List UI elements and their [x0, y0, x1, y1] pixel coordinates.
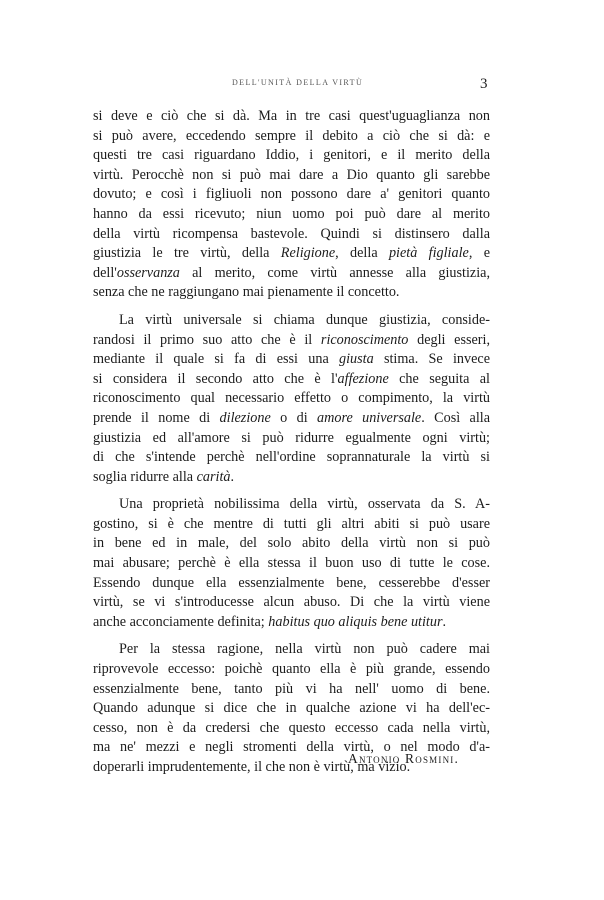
- text-line: [93, 166, 490, 186]
- text-line: [93, 429, 490, 449]
- text-run: mai abusare; perchè è ella stessa il buon uso di tutte le cose.: [93, 555, 490, 572]
- text-line: [93, 468, 490, 488]
- text-line: [93, 448, 490, 468]
- text-run: dell': [93, 264, 117, 281]
- text-line: [93, 107, 490, 127]
- text-run: Essendo dunque ella essenzialmente bene, cesserebbe d'esser: [93, 574, 490, 591]
- text-run: senza che ne raggiungano mai pienamente il concetto.: [93, 284, 400, 301]
- text-run: si può avere, eccedendo sempre il debito a ciò che si dà: e: [93, 127, 490, 144]
- text-line: [93, 593, 490, 613]
- text-run: .: [442, 613, 447, 630]
- text-run: questi tre casi riguardano Iddio, i genitori, e il merito della: [93, 147, 490, 164]
- paragraph: [93, 495, 490, 632]
- italic-phrase: Religione: [280, 245, 336, 262]
- text-line: [93, 283, 490, 303]
- author-signature: Antonio Rosmini.: [348, 751, 460, 766]
- text-run: degli esseri,: [408, 331, 490, 348]
- text-line: [93, 185, 490, 205]
- text-run: al merito, come virtù annesse alla giustizia,: [179, 264, 490, 281]
- text-line: [93, 515, 490, 535]
- text-line: [93, 146, 490, 166]
- text-line: [93, 534, 490, 554]
- text-run: virtù. Perocchè non si può mai dare a Dio quanto gli sarebbe: [93, 166, 490, 183]
- text-run: virtù, se vi s'introducesse alcun abuso. Di che la virtù viene: [93, 594, 490, 611]
- text-run: prende il nome di: [93, 409, 220, 426]
- text-line: [93, 719, 490, 739]
- paragraph: [93, 107, 490, 303]
- paragraph-gap: [93, 303, 490, 311]
- text-run: soglia ridurre alla: [93, 468, 197, 485]
- text-run: mediante il quale si fa di essi una: [93, 351, 340, 368]
- text-run: in bene ed in male, del solo abito della virtù non si può: [93, 535, 490, 552]
- text-line: [93, 350, 490, 370]
- italic-phrase: pietà figliale: [388, 245, 469, 262]
- text-run: randosi il primo suo atto che è il: [93, 331, 321, 348]
- italic-phrase: riconoscimento: [320, 331, 409, 348]
- italic-phrase: amore universale: [317, 409, 422, 426]
- text-run: che seguita al: [388, 370, 490, 387]
- text-run: si deve e ciò che si dà. Ma in tre casi quest'uguaglianza non: [93, 108, 490, 124]
- text-line: [93, 311, 490, 331]
- text-run: La virtù universale si chiama dunque giustizia, conside-: [119, 311, 490, 328]
- text-run: si considera il secondo atto che è l': [93, 370, 338, 387]
- text-run: di che s'intende perchè nell'ordine soprannaturale la virtù si: [93, 449, 490, 466]
- text-line: [93, 495, 490, 515]
- text-run: hanno da essi ricevuto; niun uomo poi può dare al merito: [93, 205, 490, 222]
- text-line: [93, 613, 490, 633]
- text-run: cesso, non è da credersi che questo eccesso cada nella virtù,: [93, 719, 490, 736]
- italic-phrase: affezione: [337, 370, 389, 387]
- text-run: o di: [270, 409, 318, 426]
- text-line: [93, 699, 490, 719]
- text-run: Una proprietà nobilissima della virtù, osservata da S. A-: [119, 496, 490, 513]
- text-run: . Così alla: [421, 409, 490, 426]
- text-run: della virtù ricompensa bastevole. Quindi si distinsero dalla: [93, 225, 490, 242]
- text-run: riconoscimento qual necessario effetto o compimento, la virtù: [93, 390, 490, 407]
- text-run: dovuto; e così i figliuoli non possono dare a' genitori quanto: [93, 186, 490, 203]
- text-run: , della: [335, 245, 389, 262]
- text-run: stima. Se invece: [373, 351, 490, 368]
- text-run: doperarli imprudentemente, il che non è virtù, ma vizio.: [93, 759, 411, 775]
- italic-phrase: habitus quo aliquis bene utitur: [268, 613, 443, 630]
- text-run: gostino, si è che mentre di tutti gli altri abiti si può usare: [93, 515, 490, 532]
- text-run: giustizia le tre virtù, della: [93, 245, 281, 262]
- italic-phrase: dilezione: [219, 409, 271, 426]
- italic-phrase: carità: [196, 468, 231, 485]
- text-line: [93, 225, 490, 245]
- text-line: [93, 244, 490, 264]
- running-title: DELL'UNITÀ DELLA VIRTÙ: [232, 78, 364, 87]
- italic-phrase: osservanza: [116, 264, 180, 281]
- text-run: .: [230, 468, 235, 485]
- text-line: [93, 205, 490, 225]
- text-line: [93, 574, 490, 594]
- text-run: anche acconciamente definita;: [93, 613, 269, 630]
- body-text: [93, 107, 490, 778]
- text-line: [93, 554, 490, 574]
- text-line: [93, 127, 490, 147]
- text-run: essenzialmente bene, tanto più vi ha nell' uomo di bene.: [93, 680, 490, 697]
- text-run: Per la stessa ragione, nella virtù non può cadere mai: [119, 641, 490, 658]
- text-line: [93, 264, 490, 284]
- text-line: [93, 640, 490, 660]
- text-line: [93, 660, 490, 680]
- text-run: riprovevole eccesso: poichè quanto ella è più grande, essendo: [93, 661, 490, 678]
- paragraph-gap: [93, 487, 490, 495]
- paragraph-gap: [93, 632, 490, 640]
- text-line: [93, 389, 490, 409]
- text-line: [93, 680, 490, 700]
- page-number: 3: [480, 76, 488, 92]
- text-line: [93, 370, 490, 390]
- text-run: giustizia ed all'amore si può ridurre egualmente ogni virtù;: [93, 429, 490, 446]
- text-run: ma ne' mezzi e negli stromenti della virtù, o nel modo d'a-: [93, 739, 490, 756]
- paragraph: [93, 311, 490, 487]
- text-line: [93, 409, 490, 429]
- text-run: Quando adunque si dice che in qualche azione vi ha dell'ec-: [93, 700, 490, 717]
- text-run: , e: [468, 245, 490, 262]
- italic-phrase: giusta: [339, 351, 374, 368]
- text-line: [93, 331, 490, 351]
